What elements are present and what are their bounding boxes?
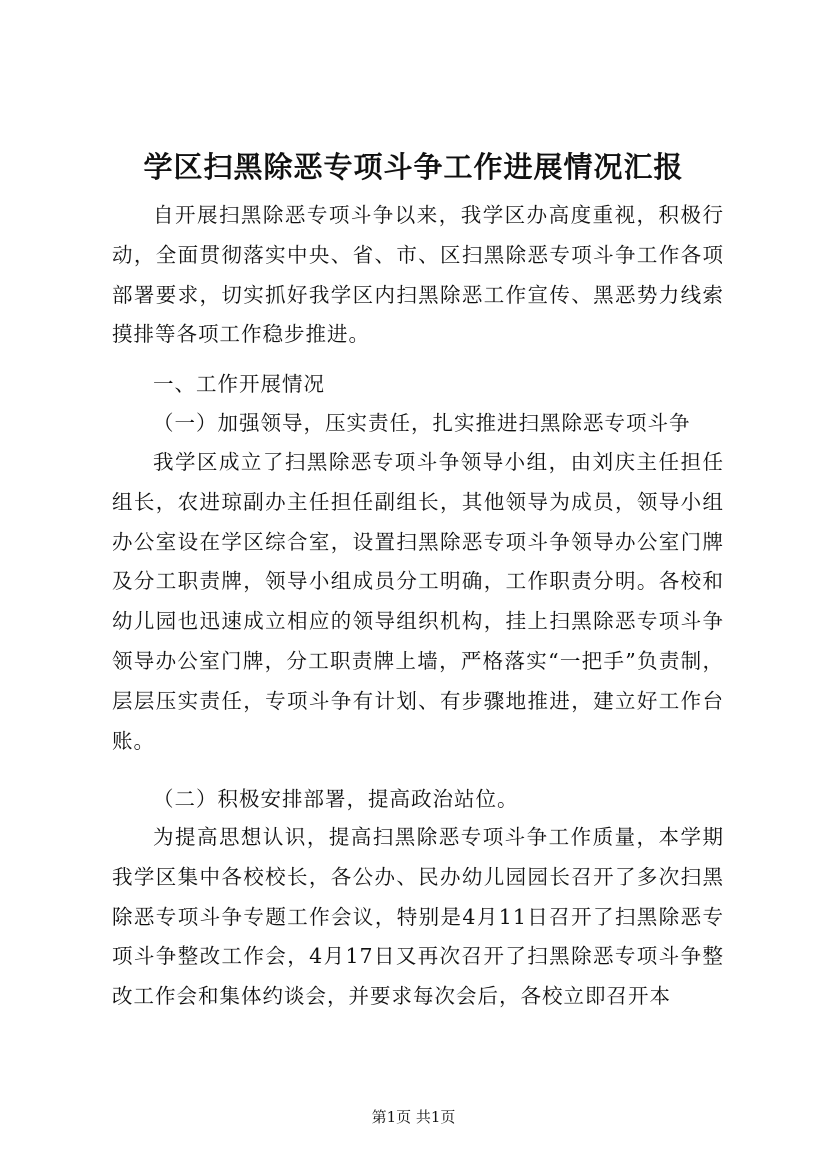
subsection-heading-2: （二）积极安排部署，提高政治站位。 bbox=[153, 787, 519, 811]
intro-paragraph: 自开展扫黑除恶专项斗争以来，我学区办高度重视，积极行动，全面贯彻落实中央、省、市、区扫黑除恶专项斗争工作各项部署要求，切实抓好我学区内扫黑除恶工作宣传、黑恶势力线索摸排等各项工作稳步推进。 bbox=[112, 203, 724, 347]
subsection-1-paragraph: 我学区成立了扫黑除恶专项斗争领导小组，由刘庆主任担任组长，农进琼副办主任担任副组长，其他领导为成员，领导小组办公室设在学区综合室，设置扫黑除恶专项斗争领导办公室门牌及分工职责牌，领导小组成员分工明确，工作职责分明。各校和幼儿园也迅速成立相应的领导组织机构，挂上扫黑除恶专项斗争领导办公室门牌，分工职责牌上墙，严格落实“一把手”负责制，层层压实责任，专项斗争有计划、有步骤地推进，建立好工作台账。 bbox=[112, 450, 724, 753]
section-heading-1: 一、工作开展情况 bbox=[153, 372, 325, 396]
document-title: 学区扫黑除恶专项斗争工作进展情况汇报 bbox=[143, 150, 684, 184]
subsection-heading-1: （一）加强领导，压实责任，扎实推进扫黑除恶专项斗争 bbox=[153, 411, 691, 435]
page-number-footer: 第1页 共1页 bbox=[371, 1108, 456, 1126]
subsection-2-paragraph: 为提高思想认识，提高扫黑除恶专项斗争工作质量，本学期我学区集中各校校长，各公办、民办幼儿园园长召开了多次扫黑除恶专项斗争专题工作会议，特别是4月11日召开了扫黑除恶专项斗争整改工作会，4月17日又再次召开了扫黑除恶专项斗争整改工作会和集体约谈会，并要求每次会后，各校立即召开本 bbox=[112, 825, 724, 1009]
